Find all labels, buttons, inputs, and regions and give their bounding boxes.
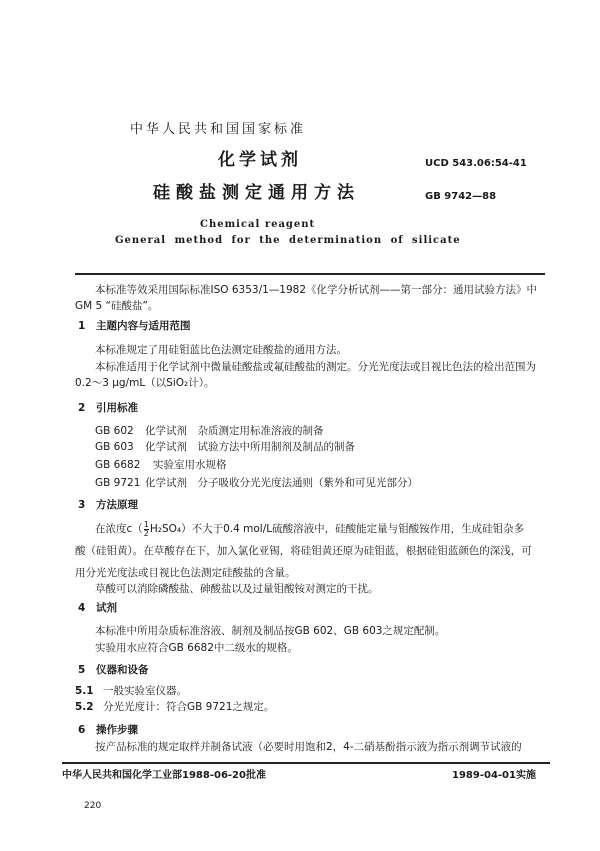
reference-text: 化学试剂 分子吸收分光光度法通则（紫外和可见光部分） (145, 477, 418, 489)
national-standard-label: 中华人民共和国国家标准 (130, 122, 307, 137)
section-1-title: 主题内容与适用范围 (96, 320, 191, 332)
section-2-number: 2 (78, 402, 86, 414)
section-3-number: 3 (78, 499, 86, 511)
section-4-p1: 本标准中所用杂质标准溶液、制剂及制品按GB 602、GB 603之规定配制。 (95, 625, 446, 637)
fraction (144, 521, 149, 538)
section-4-number: 4 (78, 602, 86, 614)
reference-item (95, 459, 227, 472)
numerator: 1 (143, 519, 149, 529)
header-rule (75, 273, 545, 275)
reference-code: GB 602 (95, 425, 134, 437)
section-3-p1c: 用分光光度法或目视比色法测定硅酸盐的含量。 (75, 567, 296, 579)
reference-item (95, 477, 418, 490)
title-cn-line2: 硅酸盐测定通用方法 (153, 183, 360, 203)
item-text: 一般实验室仪器。 (103, 685, 187, 697)
section-3-title: 方法原理 (96, 499, 138, 511)
denominator: 2 (143, 528, 149, 538)
section-3-p1a (95, 520, 524, 538)
section-6-number: 6 (78, 724, 86, 736)
reference-text: 实验室用水规格 (153, 459, 227, 471)
reference-code: GB 6682 (95, 459, 141, 471)
page-number: 220 (84, 801, 102, 811)
section-5-item (75, 685, 187, 698)
item-number: 5.2 (75, 701, 94, 713)
reference-item (95, 425, 324, 438)
section-5-title: 仪器和设备 (96, 664, 149, 676)
section-5-number: 5 (78, 664, 86, 676)
reference-text: 化学试剂 试验方法中所用制剂及制品的制备 (145, 441, 355, 453)
item-number: 5.1 (75, 685, 94, 697)
section-1-p2a: 本标准适用于化学试剂中微量硅酸盐或氟硅酸盐的测定。分光光度法或目视比色法的检出范围为 (95, 361, 536, 373)
section-4-p2: 实验用水应符合GB 6682中二级水的规格。 (95, 642, 298, 654)
title-en-line1: Chemical reagent (200, 219, 316, 230)
text: H₂SO₄）不大于0.4 mol/L硫酸溶液中，硅酸能定量与钼酸铵作用，生成硅钼杂多 (149, 523, 525, 535)
reference-code: GB 603 (95, 441, 134, 453)
section-2-title: 引用标准 (96, 402, 138, 414)
reference-code: GB 9721 (95, 477, 141, 489)
intro-line2: GM 5 “硅酸盐”。 (75, 300, 159, 312)
standard-number: GB 9742—88 (425, 191, 497, 202)
section-1-number: 1 (78, 320, 86, 332)
udc-number: UCD 543.06:54-41 (425, 158, 527, 169)
title-en-line2: General method for the determination of silicate (115, 235, 461, 246)
item-text: 分光光度计：符合GB 9721之规定。 (103, 701, 275, 713)
section-4-title: 试剂 (96, 602, 117, 614)
intro-line1: 本标准等效采用国际标准ISO 6353/1—1982《化学分析试剂——第一部分：通用试验方法》中 (95, 284, 538, 296)
section-1-p1: 本标准规定了用硅钼蓝比色法测定硅酸盐的通用方法。 (95, 344, 347, 356)
reference-item (95, 441, 355, 454)
approval-note: 中华人民共和国化学工业部1988-06-20批准 (62, 770, 266, 781)
section-3-p1b: 酸（硅钼黄）。在草酸存在下，加入氯化亚锡，将硅钼黄还原为硅钼蓝，根据硅钼蓝颜色的深浅，可 (75, 545, 532, 557)
section-3-p2: 草酸可以消除磷酸盐、砷酸盐以及过量钼酸铵对测定的干扰。 (95, 583, 379, 595)
title-cn-line1: 化学试剂 (218, 150, 302, 170)
section-6-p1: 按产品标准的规定取样并制备试液（必要时用饱和2，4-二硝基酚指示液为指示剂调节试液的 (95, 741, 522, 753)
section-1-p2b: 0.2～3 μg/mL（以SiO₂计）。 (75, 377, 215, 389)
effective-date: 1989-04-01实施 (452, 770, 536, 781)
footer-rule (62, 762, 550, 764)
section-5-item (75, 701, 274, 714)
reference-text: 化学试剂 杂质测定用标准溶液的制备 (145, 425, 324, 437)
section-6-title: 操作步骤 (96, 724, 138, 736)
text: 在浓度c（ (95, 523, 143, 535)
